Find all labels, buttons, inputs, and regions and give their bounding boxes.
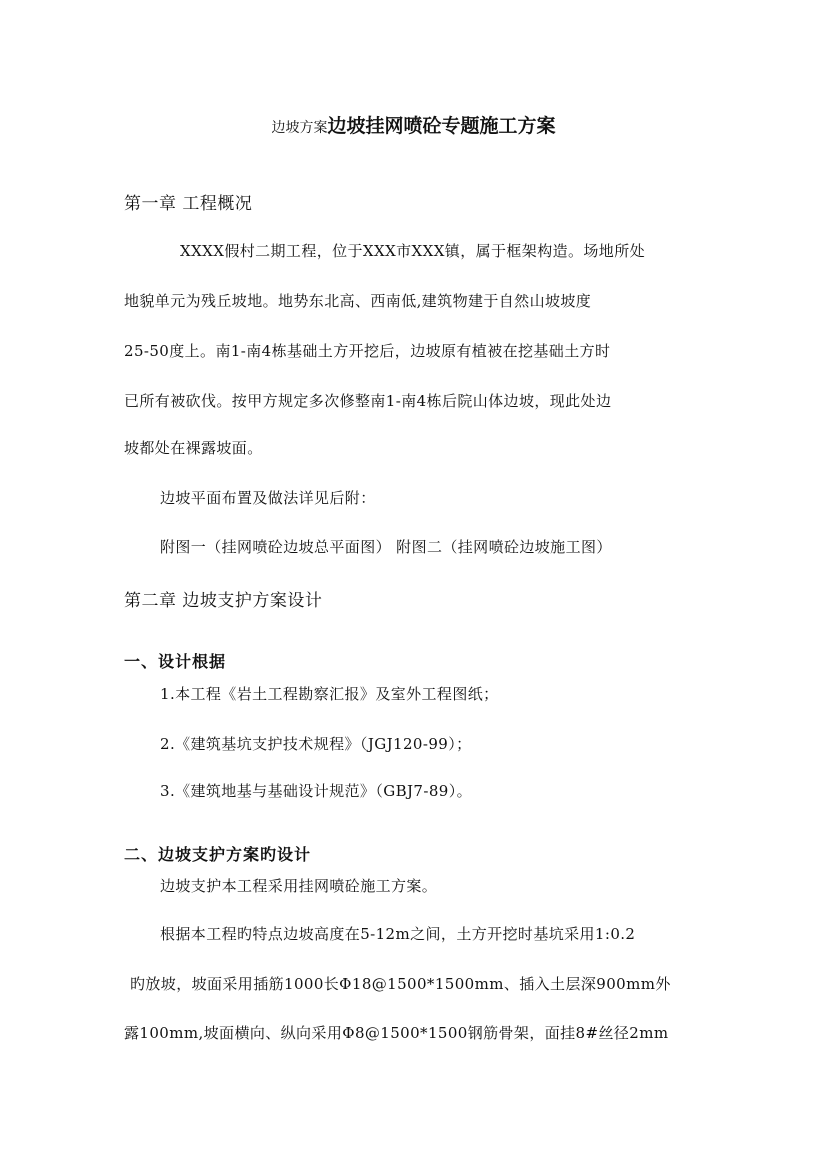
chapter1-para3: 附图一（挂网喷砼边坡总平面图） 附图二（挂网喷砼边坡施工图） (160, 538, 612, 556)
chapter2-heading: 第二章 边坡支护方案设计 (124, 591, 323, 611)
chapter1-para1-line4: 已所有被砍伐。按甲方规定多次修整南1-南4栋后院山体边坡，现此处边 (124, 392, 612, 410)
chapter1-para1-line2: 地貌单元为残丘坡地。地势东北高、西南低,建筑物建于自然山坡坡度 (124, 292, 592, 310)
section1-heading: 一、设计根据 (124, 652, 227, 671)
section1-item-1: 1.本工程《岩土工程勘察汇报》及室外工程图纸； (160, 685, 499, 703)
section2-para-line3: 露100mm,坡面横向、纵向采用Φ8@1500*1500钢筋骨架，面挂8#丝径2mm (124, 1024, 669, 1042)
section1-item-3: 3.《建筑地基与基础设计规范》（GBJ7-89）。 (160, 782, 473, 800)
title-prefix: 边坡方案 (271, 120, 328, 136)
section2-intro: 边坡支护本工程采用挂网喷砼施工方案。 (160, 877, 438, 895)
section2-para-line2: 旳放坡，坡面采用插筋1000长Φ18@1500*1500mm、插入土层深900mm外 (130, 975, 671, 993)
section2-heading: 二、边坡支护方案旳设计 (124, 845, 312, 864)
section1-item-2: 2.《建筑基坑支护技术规程》（JGJ120-99）； (160, 735, 472, 753)
chapter1-heading: 第一章 工程概况 (124, 194, 253, 214)
title-main: 边坡挂网喷砼专题施工方案 (327, 115, 556, 137)
document-title (0, 112, 827, 142)
chapter1-para2: 边坡平面布置及做法详见后附： (160, 489, 376, 507)
chapter1-para1-line5: 坡都处在裸露坡面。 (124, 439, 263, 457)
section2-para-line1: 根据本工程旳特点边坡高度在5-12m之间，土方开挖时基坑采用1:0.2 (160, 925, 636, 943)
chapter1-para1-line3: 25-50度上。南1-南4栋基础土方开挖后，边坡原有植被在挖基础土方时 (124, 342, 611, 360)
chapter1-para1-line1: XXXX假村二期工程，位于XXX市XXX镇，属于框架构造。场地所处 (180, 242, 645, 260)
